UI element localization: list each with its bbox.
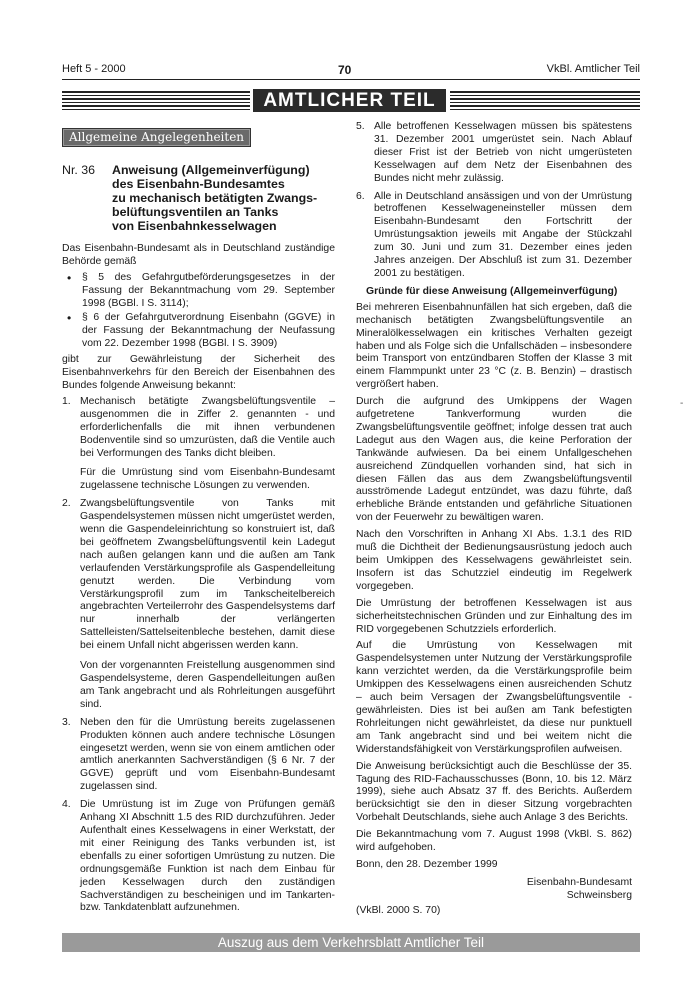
list-item: [356, 121, 632, 186]
title-line: von Eisenbahnkesselwagen: [112, 218, 277, 233]
list-item: [62, 498, 335, 712]
banner-title: AMTLICHER TEIL: [253, 89, 446, 112]
item-text: Alle betroffenen Kesselwagen müssen bis spätestens 31. Dezember 2001 umgerüstet sein. Nach Ablauf dieser Frist ist der Betrieb von nicht umgerüsteten Kesselwagen auf dem Netz der Eisenbahnen des Bundes nicht mehr zulässig.: [374, 121, 632, 184]
title-line: belüftungsventilen an Tanks: [112, 204, 279, 219]
list-item: [62, 799, 335, 915]
item-text: Neben den für die Umrüstung bereits zugelassenen Produkten können auch andere technische Lösungen eingesetzt werden, wenn sie von einem amtlichen oder amtlich anerkannten Sachverständigen (§ 6 Nr. 7 der GGVE) geprüft und vom Eisenbahn-Bundesamt zugelassen sind.: [80, 716, 335, 793]
reasons-heading: Gründe für diese Anweisung (Allgemeinverfügung): [366, 285, 618, 297]
signature-org: Eisenbahn-Bundesamt: [526, 876, 632, 888]
list-item: [62, 717, 335, 794]
margin-mark: -: [680, 398, 684, 409]
legal-basis-item: • § 5 des Gefahrgutbeförderungsgesetzes in der Fassung der Bekanntmachung vom 29. September 1998 (BGBl. I S. 3114);: [62, 272, 335, 311]
reason-paragraph: Bei mehreren Eisenbahnunfällen hat sich ergeben, daß die mechanisch betätigten Zwangsbelüftungsventile an Mineralölkesselwagen ein kritisches Verhalten gezeigt haben und als Folge sich die Unfallschäden – insbesondere beim Transport von entzündbaren Stoffen der Klasse 3 mit einem Flammpunkt unter 23 °C (z. B. Benzin) – drastisch vergrößert haben.: [356, 301, 632, 391]
item-text: Die Umrüstung ist im Zuge von Prüfungen gemäß Anhang XI Abschnitt 1.5 des RID durchzuführen. Jeder Aufenthalt eines Kesselwagens in einer Werkstatt, der mit einer Reinigung des Tanks verbunden ist, ist ebenfalls zu einer sofortigen Umrüstung zu nutzen. Die ordnungsgemäße Funktion ist nach dem Einbau für jeden Kesselwagen durch den zuständigen Sachverständigen zu bescheinigen und im Tankarten- bzw. Tankdatenblatt aufzunehmen.: [80, 799, 335, 914]
title-line: Anweisung (Allgemeinverfügung): [112, 162, 310, 177]
header-rule: [62, 79, 640, 80]
signature: [356, 877, 632, 903]
item-number: 1.: [62, 395, 71, 407]
reason-paragraph: Durch die aufgrund des Umkippens der Wagen aufgetretene Tankverformung wurden die Zwangsbelüftungsventile geöffnet; infolge dessen trat auch Ladegut aus den Wagen aus, die keine Perforation der Tankwände aufwiesen. Da bei einem Unfallgeschehen ausreichend Zündquellen vorhanden sind, hat sich in diesen Fällen das aus dem Zwangsbelüftungsventil ausströmende Ladegut entzündet, was dazu führte, daß erhebliche Brände entstanden und gefährliche Situationen von der Feuerwehr zu bewältigen waren.: [356, 396, 632, 524]
item-text: Mechanisch betätigte Zwangsbelüftungsventile – ausgenommen die in Ziffer 2. genannten - und erforderlichenfalls die mit ihnen verbundenen Bodenventile sind so umzurüsten, daß die Ventile auch bei Verformungen des Tanks dicht bleiben.: [80, 395, 335, 459]
reason-paragraph: Die Bekanntmachung vom 7. August 1998 (VkBl. S. 862) wird aufgehoben.: [356, 829, 632, 854]
item-number: 3.: [62, 716, 71, 728]
footer-banner: Auszug aus dem Verkehrsblatt Amtlicher Teil: [62, 933, 640, 952]
title-line: des Eisenbahn-Bundesamtes: [112, 176, 285, 191]
item-number: 6.: [356, 190, 365, 202]
reason-paragraph: Nach den Vorschriften in Anhang XI Abs. 1.3.1 des RID muß die Dichtheit der Bedienungsausrüstung jedoch auch beim Umkippen des Kesselwagens gewährleistet sein. Insofern ist das Schutzziel eindeutig im Regelwerk vorgegeben.: [356, 529, 632, 592]
banner-lines-left: [62, 91, 250, 111]
item-number: 5.: [356, 121, 365, 132]
issue-label: Heft 5 - 2000: [62, 63, 126, 75]
signature-name: Schweinsberg: [566, 889, 632, 901]
article-number: Nr. 36: [62, 162, 96, 177]
reference-citation: (VkBl. 2000 S. 70): [356, 904, 441, 916]
title-line: zu mechanisch betätigten Zwangs-: [112, 190, 318, 205]
item-text: Zwangsbelüftungsventile von Tanks mit Gaspendelsystemen müssen nicht umgerüstet werden, wenn die Gaspendeleinrichtung so konstruiert ist, daß bei geöffnetem Zwangsbelüftungsventil kein Ladegut nach außen gelangen kann und die außen am Tank verlaufenden Verstärkungsprofile als Gaspendelleitung genutzt werden. Die Verbindung vom Verstärkungsprofil zum im Tankscheitelbereich angebrachten Verteilerrohr des Gaspendelsystems darf nur innerhalb der verlängerten Sattelleisten/Sattelseitenbleche bestehen, damit diese bei einem Unfall nicht abgerissen werden kann.: [80, 498, 335, 652]
left-column: [62, 128, 335, 920]
legal-basis-item: • § 6 der Gefahrgutverordnung Eisenbahn (GGVE) in der Fassung der Bekanntmachung der Neufassung vom 22. Dezember 1998 (BGBl. I S. 3909): [62, 312, 335, 351]
item-number: 2.: [62, 498, 71, 510]
date-line: Bonn, den 28. Dezember 1999: [356, 858, 498, 870]
item-text: Von der vorgenannten Freistellung ausgenommen sind Gaspendelsysteme, deren Gaspendelleitungen außen am Tank angebracht und als Rohrleitungen ausgeführt sind.: [80, 660, 335, 710]
reason-paragraph: Die Anweisung berücksichtigt auch die Beschlüsse der 35. Tagung des RID-Fachausschusses (Bonn, 10. bis 12. März 1999), siehe auch Absatz 37 ff. des Berichts. Außerdem berücksichtigt sie den in dieser Sitzung vorgebrachten Vorbehalt Deutschlands, siehe auch Anlage 3 des Berichts.: [356, 760, 632, 824]
reason-paragraph: Die Umrüstung der betroffenen Kesselwagen ist aus sicherheitstechnischen Gründen und zur Einhaltung des im RID vorgegebenen Schutzziels erforderlich.: [356, 597, 632, 635]
right-column: [356, 121, 632, 918]
page-number: 70: [338, 63, 352, 77]
intro-paragraph: Das Eisenbahn-Bundesamt als in Deutschland zuständige Behörde gemäß: [62, 242, 335, 267]
article-title: [112, 163, 317, 233]
reason-paragraph: Auf die Umrüstung von Kesselwagen mit Gaspendelsystemen unter Nutzung der Verstärkungsprofile kann verzichtet werden, da die Verstärkungsprofile beim Umkippen des Kesselwagens einen ausreichenden Schutz – auch beim Versagen der Zwangsbelüftungsventile - gewährleisten. Dies ist bei außen am Tank befestigten Rohrleitungen nicht gewährleistet, da diese nur punktuell am Tank angebracht sind und bei weitem nicht die Widerstandsfähigkeit von Verstärkungsprofilen aufweisen.: [356, 640, 632, 755]
article-heading: [62, 163, 335, 233]
item-text: Für die Umrüstung sind vom Eisenbahn-Bundesamt zugelassene technische Lösungen zu verwenden.: [80, 467, 335, 492]
banner-lines-right: [450, 91, 640, 111]
list-item: [356, 191, 632, 281]
journal-label: VkBl. Amtlicher Teil: [546, 63, 640, 75]
legal-basis-list: [62, 272, 335, 351]
item-number: 4.: [62, 799, 71, 811]
list-item: [62, 396, 335, 493]
lead-paragraph: gibt zur Gewährleistung der Sicherheit des Eisenbahnverkehrs für den Bereich der Eisenbahnen des Bundes folgende Anweisung bekannt:: [62, 354, 335, 391]
item-text: Alle in Deutschland ansässigen und von der Umrüstung betroffenen Kesselwageneinsteller müssen dem Eisenbahn-Bundesamt den Fortschritt der Umrüstungsaktion jeweils mit Angabe der Stückzahl zum 30. Juni und zum 31. Dezember eines jeden Jahres anzeigen. Der Abschluß ist zum 31. Dezember 2001 zu bestätigen.: [374, 190, 632, 279]
section-label: Allgemeine Angelegenheiten: [62, 128, 251, 147]
